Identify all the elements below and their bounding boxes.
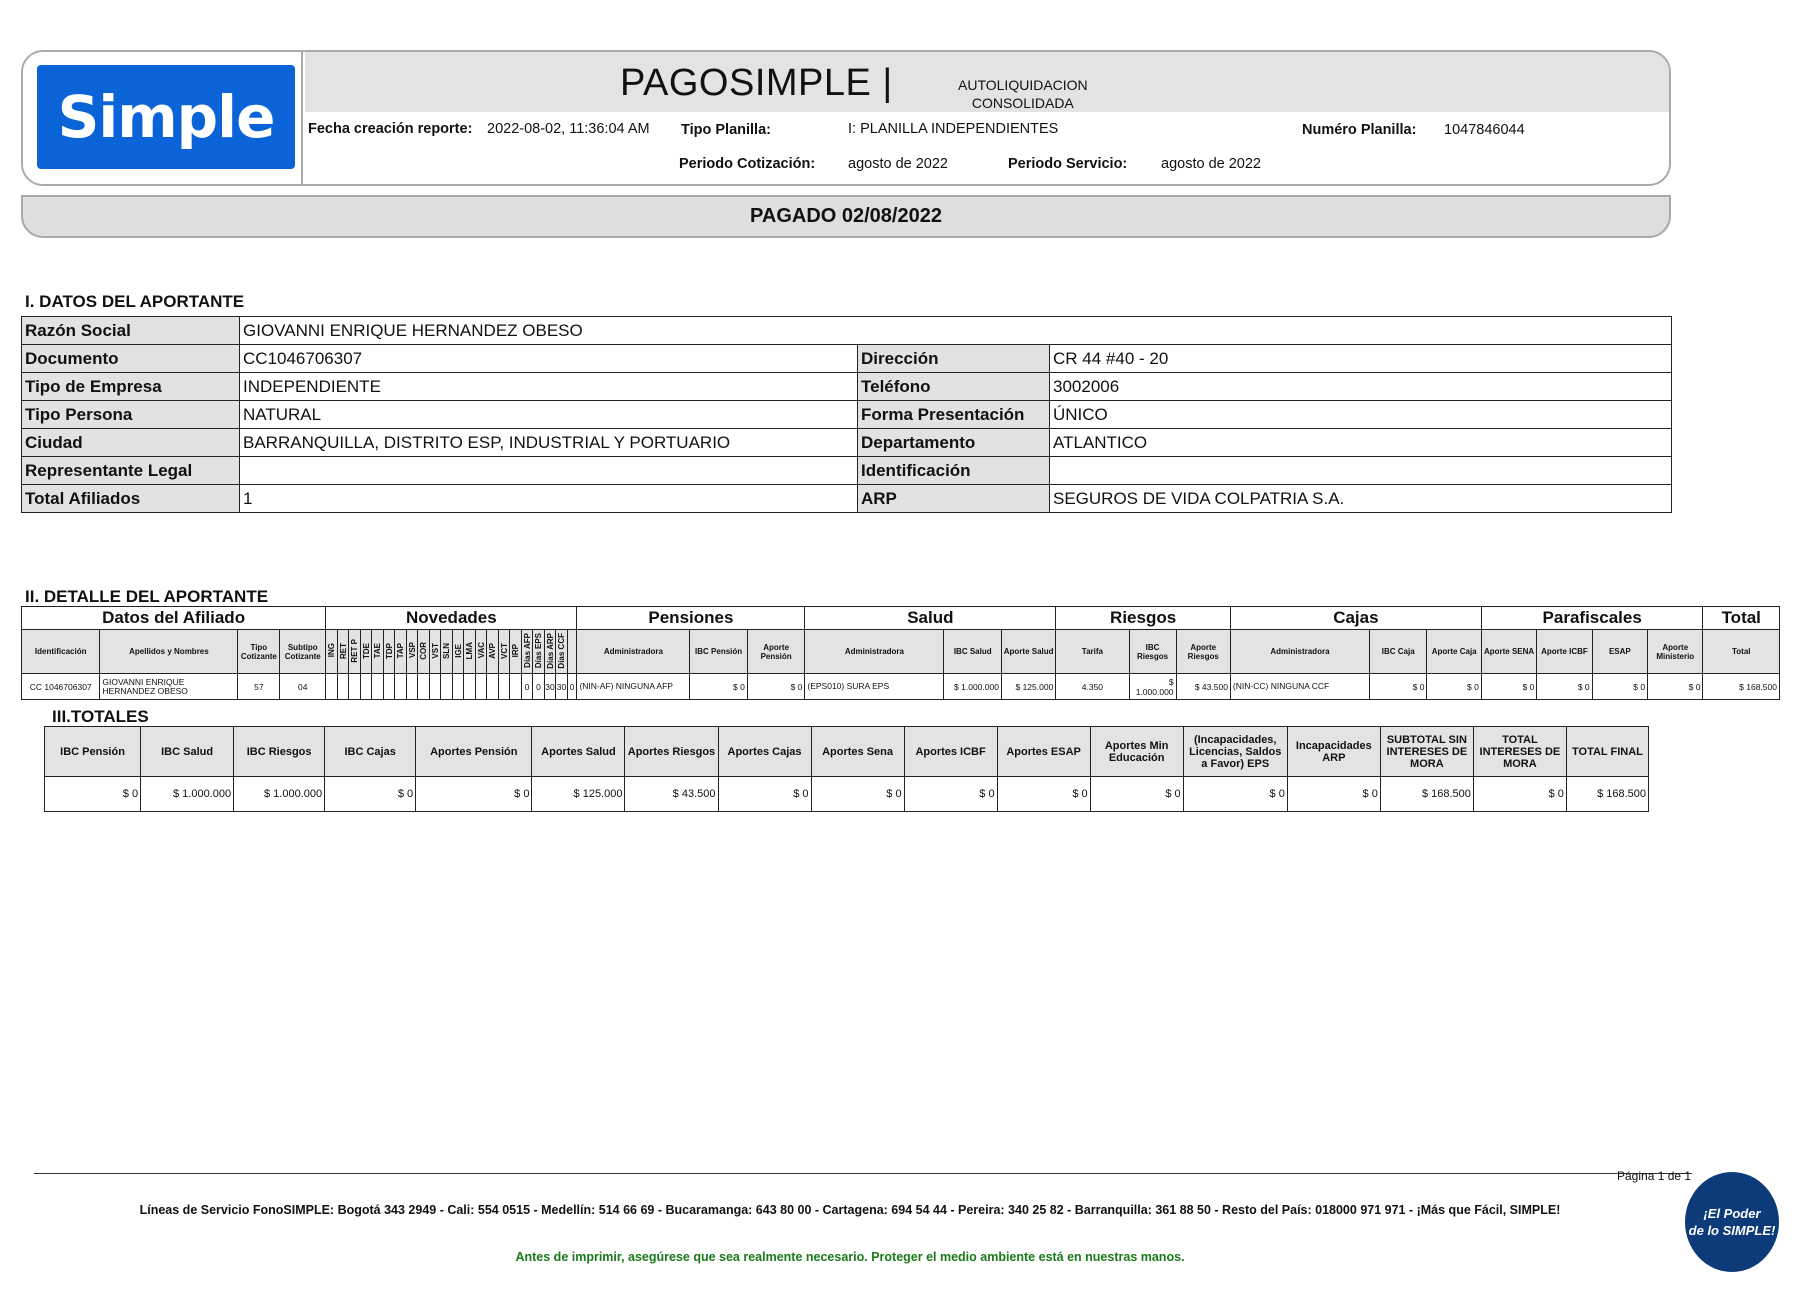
field-value: ATLANTICO xyxy=(1050,429,1672,457)
afiliado-identificacion: CC 1046706307 xyxy=(22,674,100,700)
novedad-header-label: VST xyxy=(430,642,440,659)
field-label: Forma Presentación xyxy=(858,401,1050,429)
totales-header-cell: Aportes ESAP xyxy=(997,727,1090,777)
totales-value-cell: $ 0 xyxy=(1183,777,1287,812)
totales-table xyxy=(44,726,1649,812)
ibc-salud-header: IBC Salud xyxy=(944,630,1002,674)
group-datos-afiliado: Datos del Afiliado xyxy=(22,607,326,630)
aporte-esap: $ 0 xyxy=(1592,674,1647,700)
section-1-title: I. DATOS DEL APORTANTE xyxy=(25,292,245,311)
field-label: Tipo Persona xyxy=(22,401,240,429)
novedad-header xyxy=(487,630,499,674)
field-value: SEGUROS DE VIDA COLPATRIA S.A. xyxy=(1050,485,1672,513)
novedad-header-label: ING xyxy=(327,643,336,658)
totales-header-cell: Incapacidades ARP xyxy=(1287,727,1380,777)
section-3-title: III.TOTALES xyxy=(52,707,149,726)
totales-value-cell: $ 0 xyxy=(1287,777,1380,812)
ibc-riesgos-header: IBC Riesgos xyxy=(1129,630,1176,674)
table-row xyxy=(22,457,1672,485)
identificacion-header: Identificación xyxy=(22,630,100,674)
novedad-cell xyxy=(418,674,430,700)
totales-header-cell: (Incapacidades, Licencias, Saldos a Favor) EPS xyxy=(1183,727,1287,777)
novedad-header xyxy=(475,630,487,674)
totales-header-cell: IBC Salud xyxy=(141,727,234,777)
totales-value-cell: $ 125.000 xyxy=(532,777,625,812)
field-label: Tipo de Empresa xyxy=(22,373,240,401)
tarifa-riesgos: 4.350 xyxy=(1056,674,1129,700)
periodo-servicio-label: Periodo Servicio: xyxy=(1008,156,1128,172)
slogan-badge xyxy=(1685,1172,1779,1272)
field-label: Total Afiliados xyxy=(22,485,240,513)
field-value xyxy=(1050,457,1672,485)
extra-day-cell: 0 xyxy=(567,674,577,700)
totales-header-cell: SUBTOTAL SIN INTERESES DE MORA xyxy=(1380,727,1473,777)
novedad-cell xyxy=(498,674,510,700)
report-subtitle xyxy=(958,76,1088,112)
novedad-header-label: IGE xyxy=(453,643,463,658)
novedad-header xyxy=(498,630,510,674)
totales-header-cell: Aportes Pensión xyxy=(416,727,532,777)
field-value: CC1046706307 xyxy=(240,345,858,373)
novedad-header-label: Días EPS xyxy=(534,632,543,669)
novedad-header xyxy=(406,630,418,674)
subtitle-line-2: CONSOLIDADA xyxy=(971,95,1074,111)
pension-administradora: (NIN-AF) NINGUNA AFP xyxy=(577,674,690,700)
totales-value-cell: $ 0 xyxy=(811,777,904,812)
novedad-cell xyxy=(372,674,384,700)
novedad-header-label: RET xyxy=(338,642,348,659)
aporte-salud-header: Aporte Salud xyxy=(1001,630,1055,674)
aporte-salud: $ 125.000 xyxy=(1001,674,1055,700)
novedad-cell xyxy=(406,674,418,700)
logo-text: Simple xyxy=(57,83,275,151)
sub-header-row xyxy=(22,630,1780,674)
novedad-cell: 30 xyxy=(556,674,568,700)
afiliado-detail-table xyxy=(21,606,1780,700)
novedad-header-label: AVP xyxy=(488,642,497,659)
totales-value-cell: $ 168.500 xyxy=(1380,777,1473,812)
novedad-header xyxy=(372,630,384,674)
novedad-header xyxy=(556,630,568,674)
totales-header-cell: IBC Cajas xyxy=(325,727,416,777)
page-number: Página 1 de 1 xyxy=(1617,1169,1692,1183)
totales-value-cell: $ 43.500 xyxy=(625,777,718,812)
novedad-cell xyxy=(487,674,499,700)
novedad-header xyxy=(452,630,464,674)
novedad-cell: 0 xyxy=(521,674,533,700)
novedad-cell xyxy=(337,674,349,700)
fecha-label: Fecha creación reporte: xyxy=(308,121,473,137)
tipo-cotizante-header: Tipo Cotizante xyxy=(238,630,280,674)
total-afiliado: $ 168.500 xyxy=(1703,674,1780,700)
novedad-header-label: VAC xyxy=(476,642,486,659)
tipo-planilla-label: Tipo Planilla: xyxy=(681,122,771,138)
group-pensiones: Pensiones xyxy=(577,607,805,630)
totales-header-cell: IBC Riesgos xyxy=(234,727,325,777)
razon-social-label: Razón Social xyxy=(22,317,240,345)
ibc-riesgos: $ 1.000.000 xyxy=(1129,674,1176,700)
afiliado-nombre-line-2: HERNANDEZ OBESO xyxy=(102,685,188,696)
totales-value-cell: $ 0 xyxy=(325,777,416,812)
caja-administradora-header: Administradora xyxy=(1230,630,1369,674)
field-value: INDEPENDIENTE xyxy=(240,373,858,401)
novedad-cell xyxy=(360,674,372,700)
totales-value-cell: $ 0 xyxy=(45,777,141,812)
novedad-header xyxy=(441,630,453,674)
tipo-planilla-value: I: PLANILLA INDEPENDIENTES xyxy=(848,121,1059,137)
novedad-header xyxy=(429,630,441,674)
esap-header: ESAP xyxy=(1592,630,1647,674)
novedad-cell xyxy=(441,674,453,700)
subtipo-cotizante-header: Subtipo Cotizante xyxy=(280,630,326,674)
field-value: CR 44 #40 - 20 xyxy=(1050,345,1672,373)
novedad-header xyxy=(510,630,522,674)
totales-value-cell: $ 0 xyxy=(718,777,811,812)
totales-value-cell: $ 1.000.000 xyxy=(141,777,234,812)
aporte-sena-header: Aporte SENA xyxy=(1481,630,1536,674)
group-salud: Salud xyxy=(805,607,1056,630)
ibc-pension-header: IBC Pensión xyxy=(690,630,748,674)
afiliado-nombre-line-1: GIOVANNI ENRIQUE xyxy=(102,676,185,687)
novedad-header-label: Días AFP xyxy=(522,633,532,668)
totales-value-cell: $ 1.000.000 xyxy=(234,777,325,812)
group-total: Total xyxy=(1703,607,1780,630)
totales-value-cell: $ 0 xyxy=(416,777,532,812)
aportante-data-table xyxy=(21,316,1672,513)
novedad-header-label: Días ARP xyxy=(545,632,555,669)
aporte-caja-header: Aporte Caja xyxy=(1427,630,1481,674)
group-riesgos: Riesgos xyxy=(1056,607,1231,630)
numero-planilla-label: Numéro Planilla: xyxy=(1302,122,1417,138)
environment-notice: Antes de imprimir, asegúrese que sea realmente necesario. Proteger el medio ambiente está en nuestras manos. xyxy=(515,1250,1185,1264)
totales-value-cell: $ 0 xyxy=(997,777,1090,812)
novedad-header-label: TAE xyxy=(373,642,382,659)
novedad-header-label: TAP xyxy=(396,642,405,659)
field-value: 3002006 xyxy=(1050,373,1672,401)
novedad-header xyxy=(383,630,395,674)
novedad-header-label: TDP xyxy=(384,642,394,659)
report-title: PAGOSIMPLE | xyxy=(620,62,893,104)
field-value: 1 xyxy=(240,485,858,513)
group-parafiscales: Parafiscales xyxy=(1481,607,1703,630)
fecha-value: 2022-08-02, 11:36:04 AM xyxy=(487,121,650,137)
totales-header-cell: TOTAL FINAL xyxy=(1566,727,1648,777)
aporte-riesgos-header: Aporte Riesgos xyxy=(1176,630,1230,674)
novedad-header-label: VCT xyxy=(499,642,509,659)
table-row xyxy=(22,674,1780,700)
novedad-header xyxy=(326,630,338,674)
field-label: Identificación xyxy=(858,457,1050,485)
aporte-icbf: $ 0 xyxy=(1537,674,1592,700)
novedad-header-label: VSP xyxy=(407,642,417,659)
report-header xyxy=(21,50,1671,186)
numero-planilla-value: 1047846044 xyxy=(1444,122,1525,138)
ibc-caja-header: IBC Caja xyxy=(1369,630,1427,674)
field-label: Ciudad xyxy=(22,429,240,457)
aporte-ministerio: $ 0 xyxy=(1648,674,1703,700)
field-label: Representante Legal xyxy=(22,457,240,485)
novedad-header xyxy=(464,630,476,674)
novedad-header xyxy=(395,630,407,674)
apellidos-header: Apellidos y Nombres xyxy=(100,630,238,674)
razon-social-value: GIOVANNI ENRIQUE HERNANDEZ OBESO xyxy=(240,317,1672,345)
totales-value-cell: $ 0 xyxy=(1473,777,1566,812)
totales-value-cell: $ 0 xyxy=(904,777,997,812)
totales-header-cell: Aportes Sena xyxy=(811,727,904,777)
field-label: Departamento xyxy=(858,429,1050,457)
field-label: ARP xyxy=(858,485,1050,513)
table-row xyxy=(22,317,1672,345)
novedad-header-label: COR xyxy=(419,641,428,660)
novedad-header-label: SLN xyxy=(442,642,451,659)
novedad-header xyxy=(337,630,349,674)
table-row xyxy=(22,485,1672,513)
totales-header-cell: Aportes Cajas xyxy=(718,727,811,777)
ibc-pension: $ 0 xyxy=(690,674,748,700)
badge-line-2: de lo SIMPLE! xyxy=(1688,1223,1776,1238)
novedad-header-label: Días CCF xyxy=(557,632,566,669)
aporte-ministerio-header: Aporte Ministerio xyxy=(1648,630,1703,674)
salud-administradora-header: Administradora xyxy=(805,630,944,674)
section-2-title: II. DETALLE DEL APORTANTE xyxy=(25,587,269,606)
simple-logo xyxy=(37,65,295,169)
field-label: Dirección xyxy=(858,345,1050,373)
group-novedades: Novedades xyxy=(326,607,577,630)
novedad-header xyxy=(418,630,430,674)
totales-header-cell: Aportes ICBF xyxy=(904,727,997,777)
periodo-cotizacion-label: Periodo Cotización: xyxy=(679,156,816,172)
aporte-caja: $ 0 xyxy=(1427,674,1481,700)
totales-value-row xyxy=(45,777,1649,812)
payment-status-bar: PAGADO 02/08/2022 xyxy=(21,195,1671,238)
caja-administradora: (NIN-CC) NINGUNA CCF xyxy=(1230,674,1369,700)
total-header: Total xyxy=(1703,630,1780,674)
novedad-cell xyxy=(326,674,338,700)
novedad-header xyxy=(521,630,533,674)
novedad-header xyxy=(533,630,545,674)
afiliado-tipo: 57 xyxy=(238,674,280,700)
afiliado-subtipo: 04 xyxy=(280,674,326,700)
totales-header-cell: Aportes Salud xyxy=(532,727,625,777)
footer-divider xyxy=(34,1173,1692,1174)
novedad-cell: 0 xyxy=(533,674,545,700)
novedad-cell xyxy=(510,674,522,700)
novedad-header-label: IRP xyxy=(511,643,520,658)
periodo-cotizacion-value: agosto de 2022 xyxy=(848,156,948,172)
totales-header-cell: Aportes Min Educación xyxy=(1090,727,1183,777)
table-row xyxy=(22,373,1672,401)
novedad-header-label: RET P xyxy=(350,638,359,663)
subtitle-line-1: AUTOLIQUIDACION xyxy=(958,77,1088,93)
pension-administradora-header: Administradora xyxy=(577,630,690,674)
afiliado-nombre xyxy=(100,674,238,700)
novedad-cell: 30 xyxy=(544,674,556,700)
novedad-header xyxy=(360,630,372,674)
novedad-header-label: LMA xyxy=(465,641,474,660)
salud-administradora: (EPS010) SURA EPS xyxy=(805,674,944,700)
aporte-pension-header: Aporte Pensión xyxy=(747,630,805,674)
field-label: Documento xyxy=(22,345,240,373)
novedad-cell xyxy=(383,674,395,700)
field-value xyxy=(240,457,858,485)
group-header-row xyxy=(22,607,1780,630)
novedad-header-blank xyxy=(567,630,577,674)
table-row xyxy=(22,429,1672,457)
periodo-servicio-value: agosto de 2022 xyxy=(1161,156,1261,172)
field-value: NATURAL xyxy=(240,401,858,429)
totales-header-cell: IBC Pensión xyxy=(45,727,141,777)
totales-value-cell: $ 168.500 xyxy=(1566,777,1648,812)
totales-header-cell: Aportes Riesgos xyxy=(625,727,718,777)
aporte-sena: $ 0 xyxy=(1481,674,1536,700)
totales-header-cell: TOTAL INTERESES DE MORA xyxy=(1473,727,1566,777)
group-cajas: Cajas xyxy=(1230,607,1481,630)
table-row xyxy=(22,345,1672,373)
aporte-icbf-header: Aporte ICBF xyxy=(1537,630,1592,674)
field-value: ÚNICO xyxy=(1050,401,1672,429)
novedad-cell xyxy=(475,674,487,700)
badge-line-1: ¡El Poder xyxy=(1703,1206,1761,1221)
ibc-salud: $ 1.000.000 xyxy=(944,674,1002,700)
aporte-pension: $ 0 xyxy=(747,674,805,700)
ibc-caja: $ 0 xyxy=(1369,674,1427,700)
field-label: Teléfono xyxy=(858,373,1050,401)
novedad-header-label: TDE xyxy=(361,642,371,659)
totales-header-row xyxy=(45,727,1649,777)
totales-value-cell: $ 0 xyxy=(1090,777,1183,812)
service-lines: Líneas de Servicio FonoSIMPLE: Bogotá 343 2949 - Cali: 554 0515 - Medellín: 514 66 69 - Bucaramanga: 643 80 00 - Cartagena: 694 54 44 - Pereira: 340 25 82 - Barranquilla: 361 88 50 - Resto del País: 018000 971 971 - ¡Más que Fácil, SIMPLE! xyxy=(139,1203,1561,1217)
novedad-cell xyxy=(452,674,464,700)
novedad-header xyxy=(544,630,556,674)
logo-cell xyxy=(23,52,303,184)
novedad-header xyxy=(349,630,361,674)
novedad-cell xyxy=(395,674,407,700)
table-row xyxy=(22,401,1672,429)
novedad-cell xyxy=(349,674,361,700)
novedad-cell xyxy=(464,674,476,700)
aporte-riesgos: $ 43.500 xyxy=(1176,674,1230,700)
field-value: BARRANQUILLA, DISTRITO ESP, INDUSTRIAL Y PORTUARIO xyxy=(240,429,858,457)
novedad-cell xyxy=(429,674,441,700)
tarifa-header: Tarifa xyxy=(1056,630,1129,674)
